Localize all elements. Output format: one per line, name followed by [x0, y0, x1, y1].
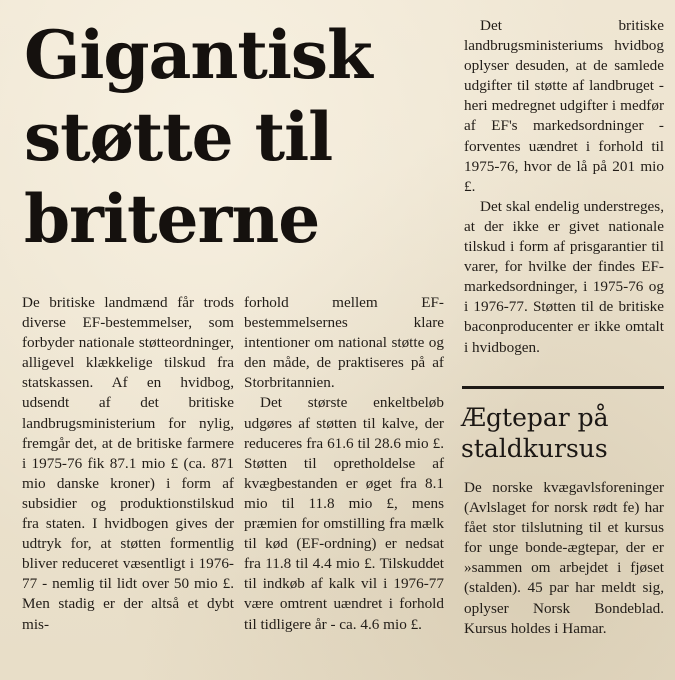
- article-column-1: [22, 293, 234, 635]
- sidebar-headline: Ægtepar på staldkursus: [461, 403, 609, 463]
- sidebar-column: [464, 478, 664, 639]
- sidebar-paragraph: De norske kvægavlsforeninger (Avlslaget for norsk rødt fe) har fået stor tilslutning til et kursus for unge bonde-ægtepar, der er »sammen om arbejdet i fjøset (stalden). 45 par har meldt sig, oplyser Norsk Bondeblad. Kursus holdes i Hamar.: [464, 479, 664, 637]
- article-paragraph: De britiske landmænd får trods diverse EF-bestemmelser, som forbyder nationale støtteordninger, alligevel klækkelige tilskud fra statskassen. Af en hvidbog, udsendt af det britiske landbrugsministerium for nylig, fremgår det, at de britiske farmere i 1975-76 fik 87.1 mio £ (ca. 871 mio danske kroner) i form af subsidier og produktionstilskud fra staten. I hvidbogen gives der udtryk for, at støtten formentlig bliver reduceret væsentligt i 1976-77 - nemlig til lidt over 50 mio £. Men stadig er der altså et dybt mis-: [22, 294, 234, 633]
- article-column-2: [244, 293, 444, 635]
- article-paragraph: Det største enkeltbeløb udgøres af støtten til kalve, der reduceres fra 61.6 til 28.6 mio £. Støtten til opretholdelse af kvægbestanden er øget fra 8.1 mio til 11.8 mio £, mens præmien for omstilling fra mælk til kød (EF-ordning) er nedsat fra 11.8 til 4.4 mio £. Tilskuddet til indkøb af kalk vil i 1976-77 være omtrent uændret i forhold til tidligere år - ca. 4.6 mio £.: [244, 394, 444, 633]
- article-paragraph: forhold mellem EF-bestemmelsernes klare intentioner om national støtte og den måde, de praktiseres på af Storbritannien.: [244, 294, 444, 392]
- headline-line-2: støtte til: [24, 98, 333, 176]
- headline: [24, 14, 464, 260]
- article-column-3: [464, 16, 664, 358]
- article-paragraph: Det britiske landbrugsministeriums hvidbog oplyser desuden, at de samlede udgifter til støtte af landbruget - heri medregnet udgifter i medfør af EF's markedsordninger - forventes uændret i forhold til 1975-76, hvor de lå på 201 mio £.: [464, 17, 664, 195]
- headline-line-3: briterne: [24, 180, 320, 258]
- headline-line-1: Gigantisk: [24, 16, 372, 94]
- article-paragraph: Det skal endelig understreges, at der ikke er givet nationale tilskud i form af prisgarantier til varer, for hvilke der findes EF-markedsordninger, i 1975-76 og i 1976-77. Støtten til de britiske baconproducenter er ikke omtalt i hvidbogen.: [464, 197, 664, 356]
- section-divider: [462, 386, 664, 389]
